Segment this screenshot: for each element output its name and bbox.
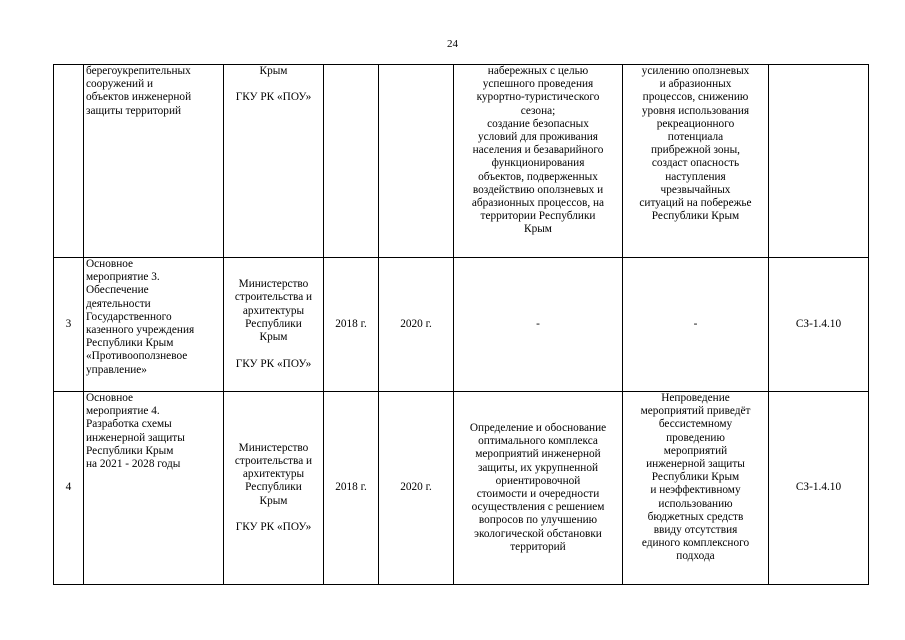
table-row [54, 392, 869, 585]
cell-code [769, 65, 869, 258]
page-number: 24 [447, 38, 458, 50]
cell-consequence: Непроведение мероприятий приведёт бессистемному проведению мероприятий инженерной защиты Республики Крым и неэффективному использованию бюджетных средств ввиду отсутствия единого комплексного подхода [623, 392, 769, 585]
table-row [54, 258, 869, 392]
cell-result: набережных с целью успешного проведения курортно-туристического сезона; создание безопасных условий для проживания населения и безаварийного функционирования объектов, подверженных воздействию оползневых и абразионных процессов, на территории Республики Крым [454, 65, 623, 258]
cell-end [379, 65, 454, 258]
cell-executor: Министерство строительства и архитектуры Республики Крым ГКУ РК «ПОУ» [224, 392, 324, 585]
cell-consequence: - [623, 258, 769, 392]
cell-code: СЗ-1.4.10 [769, 392, 869, 585]
cell-name: Основное мероприятие 4. Разработка схемы инженерной защиты Республики Крым на 2021 - 2028 годы [84, 392, 224, 585]
table-row [54, 65, 869, 258]
cell-result: Определение и обоснование оптимального комплекса мероприятий инженерной защиты, их укрупненной ориентировочной стоимости и очередности осуществления с решением вопросов по улучшению экологической обстановки территорий [454, 392, 623, 585]
cell-name: Основное мероприятие 3. Обеспечение деятельности Государственного казенного учреждения Республики Крым «Противооползневое управление» [84, 258, 224, 392]
cell-end: 2020 г. [379, 258, 454, 392]
program-table [53, 64, 869, 585]
cell-executor: Крым ГКУ РК «ПОУ» [224, 65, 324, 258]
cell-name: берегоукрепительных сооружений и объектов инженерной защиты территорий [84, 65, 224, 258]
cell-start: 2018 г. [324, 258, 379, 392]
cell-start: 2018 г. [324, 392, 379, 585]
cell-num [54, 65, 84, 258]
cell-result: - [454, 258, 623, 392]
cell-end: 2020 г. [379, 392, 454, 585]
cell-num: 4 [54, 392, 84, 585]
cell-consequence: усилению оползневых и абразионных процессов, снижению уровня использования рекреационного потенциала прибрежной зоны, создаст опасность наступления чрезвычайных ситуаций на побережье Республики Крым [623, 65, 769, 258]
cell-num: 3 [54, 258, 84, 392]
cell-code: СЗ-1.4.10 [769, 258, 869, 392]
cell-start [324, 65, 379, 258]
cell-executor: Министерство строительства и архитектуры Республики Крым ГКУ РК «ПОУ» [224, 258, 324, 392]
